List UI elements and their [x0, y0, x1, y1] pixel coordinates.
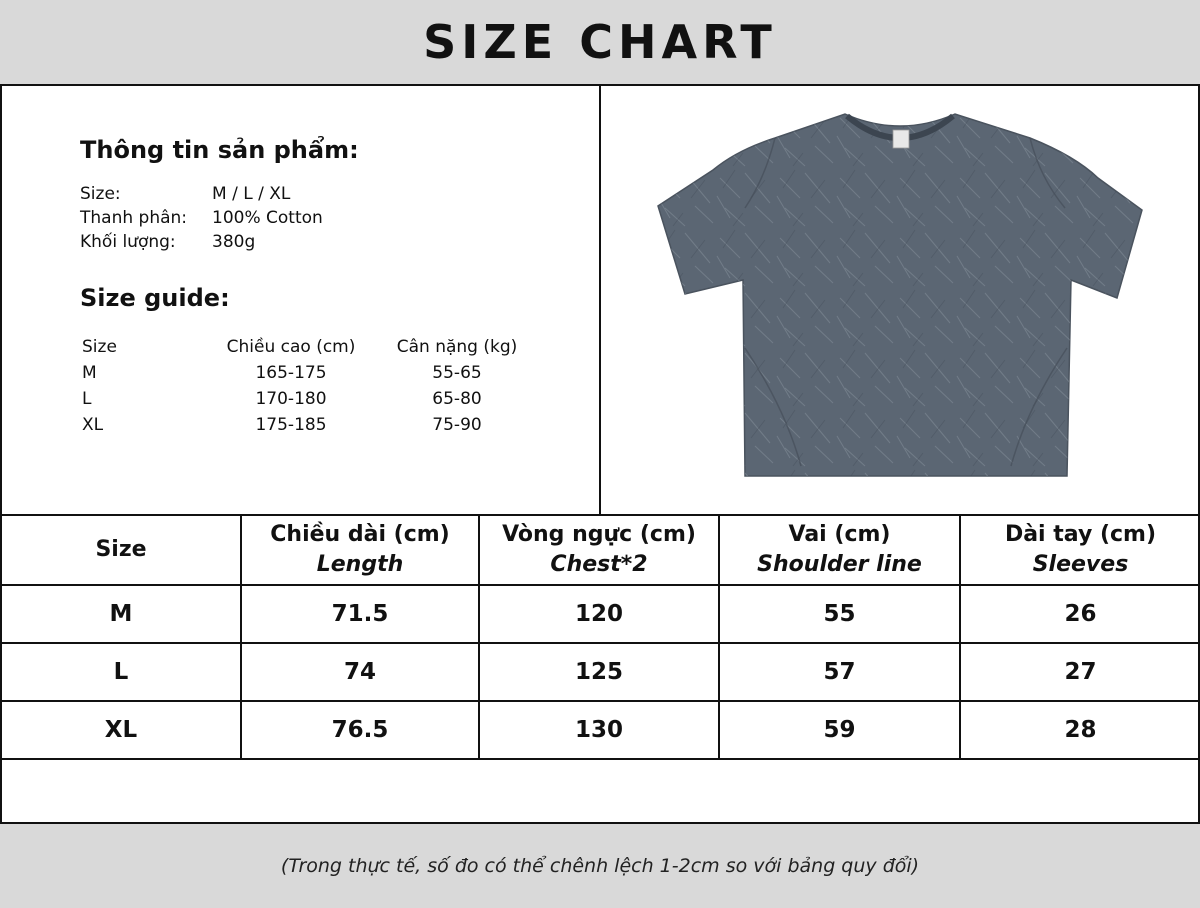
header-cell-size: Size	[1, 515, 241, 585]
size-guide-cell: L	[82, 389, 92, 409]
size-guide-header-cell: Cân nặng (kg)	[396, 337, 518, 357]
footer-note: (Trong thực tế, số đo có thể chênh lệch 1-2cm so với bảng quy đổi)	[280, 855, 920, 877]
spec-row	[80, 182, 580, 206]
table-header-row	[1, 515, 1200, 585]
table-cell: 28	[960, 701, 1200, 759]
size-guide-title: Size guide:	[80, 284, 230, 312]
vertical-divider	[599, 86, 601, 514]
table-row	[1, 701, 1200, 759]
table-cell: 125	[479, 643, 719, 701]
table-cell: 55	[719, 585, 960, 643]
table-cell: XL	[1, 701, 241, 759]
tshirt-label-tag	[893, 130, 909, 148]
table-cell: L	[1, 643, 241, 701]
washed-grey-tshirt-icon	[655, 108, 1145, 478]
table-row	[1, 643, 1200, 701]
table-cell: 76.5	[241, 701, 479, 759]
table-cell: 74	[241, 643, 479, 701]
spec-label: Size:	[80, 184, 121, 204]
size-guide-row	[82, 412, 532, 438]
product-info	[80, 136, 580, 254]
size-guide-cell: 175-185	[255, 415, 327, 435]
spec-list	[80, 182, 580, 254]
size-guide-cell: 170-180	[255, 389, 327, 409]
blank-row	[0, 760, 1200, 824]
size-guide-cell: XL	[82, 415, 104, 435]
size-guide-row	[82, 386, 532, 412]
measurement-table	[0, 514, 1200, 760]
footer-bar	[0, 824, 1200, 908]
header-cell-length: Chiều dài (cm) Length	[241, 515, 479, 585]
table-cell: 57	[719, 643, 960, 701]
table-cell: 26	[960, 585, 1200, 643]
table-cell: 59	[719, 701, 960, 759]
header-cell-sleeves: Dài tay (cm) Sleeves	[960, 515, 1200, 585]
size-guide-cell: 65-80	[432, 389, 482, 409]
size-guide-cell: 75-90	[432, 415, 482, 435]
size-guide-table	[82, 334, 532, 438]
size-guide-header	[82, 334, 532, 360]
size-guide-cell: M	[82, 363, 97, 383]
product-info-title: Thông tin sản phẩm:	[80, 136, 359, 164]
table-cell: 130	[479, 701, 719, 759]
header-cell-shoulder: Vai (cm) Shoulder line	[719, 515, 960, 585]
size-guide-cell: 55-65	[432, 363, 482, 383]
table-cell: 120	[479, 585, 719, 643]
spec-value: 100% Cotton	[212, 208, 323, 228]
header-bar	[0, 0, 1200, 86]
spec-row	[80, 206, 580, 230]
spec-row	[80, 230, 580, 254]
spec-value: M / L / XL	[212, 184, 291, 204]
table-row	[1, 585, 1200, 643]
size-guide-header-cell: Size	[82, 337, 117, 357]
size-guide-row	[82, 360, 532, 386]
spec-label: Thanh phân:	[80, 208, 188, 228]
size-guide-cell: 165-175	[255, 363, 327, 383]
page-title: SIZE CHART	[423, 15, 777, 69]
table-cell: 71.5	[241, 585, 479, 643]
size-guide-header-cell: Chiều cao (cm)	[226, 337, 356, 357]
spec-label: Khối lượng:	[80, 232, 176, 252]
tshirt-wash-texture	[658, 114, 1142, 476]
table-cell: 27	[960, 643, 1200, 701]
table-cell: M	[1, 585, 241, 643]
header-cell-chest: Vòng ngực (cm) Chest*2	[479, 515, 719, 585]
spec-value: 380g	[212, 232, 256, 252]
